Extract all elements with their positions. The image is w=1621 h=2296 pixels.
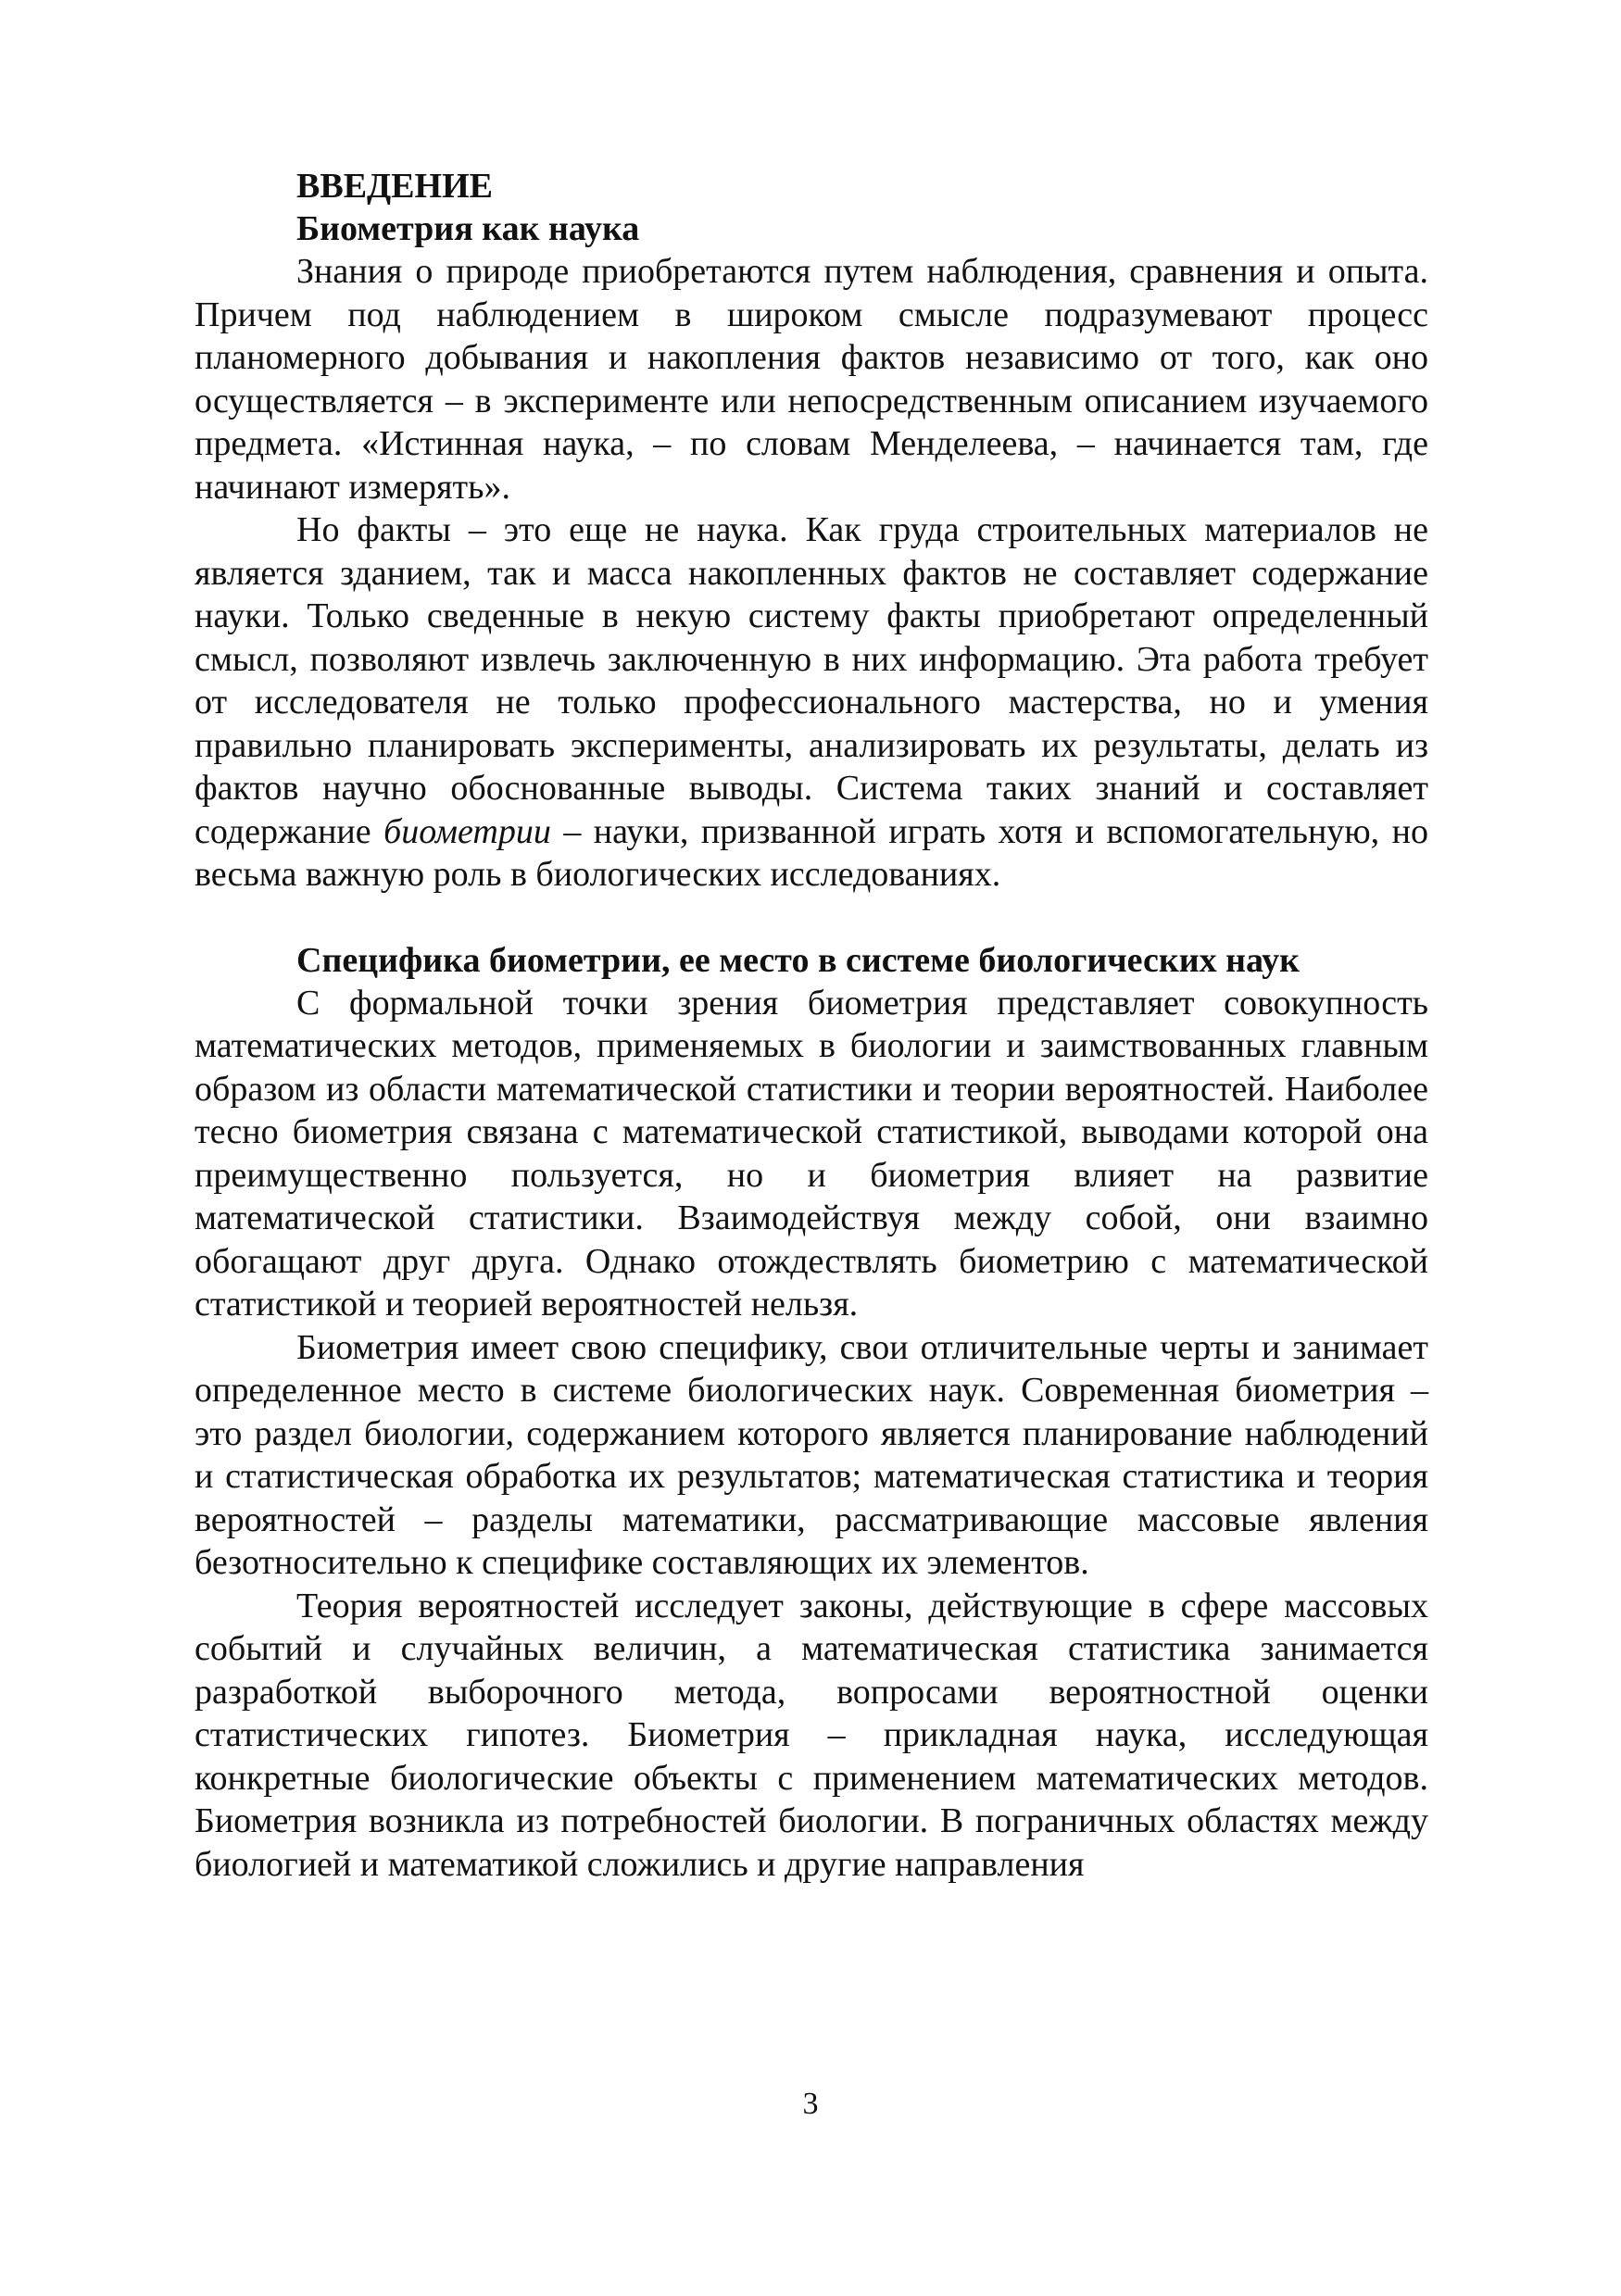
paragraph-probability-theory: Теория вероятностей исследует законы, действующие в сфере массовых событий и случайных величин, а математическая статистика занимается разработкой выборочного метода, вопросами вероятностной оценки статистических гипотез. Биометрия – прикладная наука, исследующая конкретные биологические объекты с применением математических методов. Биометрия возникла из потребностей биологии. В пограничных областях между биологией и математикой сложились и другие направления [195,1586,1428,1884]
page-number: 3 [802,2087,819,2121]
paragraph-formal-view: С формальной точки зрения биометрия представляет совокупность математических методов, применяемых в биологии и заимствованных главным образом из области математической статистики и теории вероятностей. Наиболее тесно биометрия связана с математической статистикой, выводами которой она преимущественно пользуется, но и биометрия влияет на развитие математической статистики. Взаимодействуя между собой, они взаимно обогащают друг друга. Однако отождествлять биометрию с математической статистикой и теорией вероятностей нельзя. [195,983,1428,1324]
heading-biometry-as-science: Биометрия как наука [296,209,640,248]
document-page [195,165,1428,1886]
heading-specifics: Специфика биометрии, ее место в системе биологических наук [296,940,1301,980]
paragraph-biometry-specifics: Биометрия имеет свою специфику, свои отличительные черты и занимает определенное место в системе биологических наук. Современная биометрия – это раздел биологии, содержанием которого является планирование наблюдений и статистическая обработка их результатов; математическая статистика и теория вероятностей – разделы математики, рассматривающие массовые явления безотносительно к специфике составляющих их элементов. [195,1327,1428,1582]
paragraph-facts-text-end: – науки, призванной играть хотя и вспомогательную, но весьма важную роль в биологических исследованиях. [195,811,1428,894]
term-biometry: биометрии [383,811,551,851]
paragraph-knowledge: Знания о природе приобретаются путем наблюдения, сравнения и опыта. Причем под наблюдением в широком смысле подразумевают процесс планомерного добывания и накопления фактов независимо от того, как оно осуществляется – в эксперименте или непосредственным описанием изучаемого предмета. «Истинная наука, – по словам Менделеева, – начинается там, где начинают измерять». [195,252,1428,507]
heading-introduction: ВВЕДЕНИЕ [296,167,493,206]
paragraph-facts [195,508,1428,897]
paragraph-facts-text-start: Но факты – это еще не наука. Как груда строительных материалов не является зданием, так и масса накопленных фактов не составляет содержание науки. Только сведенные в некую систему факты приобретают определенный смысл, позволяют извлечь заключенную в них информацию. Эта работа требует от исследователя не только профессионального мастерства, но и умения правильно планировать эксперименты, анализировать их результаты, делать из фактов научно обоснованные выводы. Система таких знаний и составляет содержание [195,510,1428,851]
